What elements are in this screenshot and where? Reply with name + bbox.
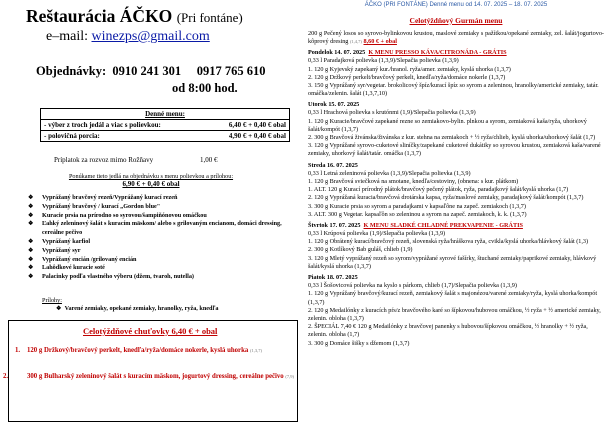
list-item — [28, 220, 286, 238]
menu-line: 2. ŠPECIÁL 7,40 € 120 g Medailónky z bravčovej panenky s hubovou/šípkovou omáčkou, ½ hranolky + ½ ryža, zelenin. obloha (1,7) — [308, 323, 588, 339]
diamond-bullet-icon: ❖ — [28, 202, 34, 210]
row-price: 6,40 € + 0,40 € obal — [228, 121, 286, 129]
list-item — [28, 256, 286, 265]
restaurant-title — [26, 6, 243, 27]
menu-line: 1. 120 g Kuracie/bravčové zapekané rezne so zemiakovo-bylin. plnkou a syrom, zemiaková kaša/ryža, uhorkový šalát/kompót (1,3,7) — [308, 117, 587, 133]
order-time: od 8:00 hod. — [172, 81, 238, 95]
menu-line: 3. 300 g Kuracie prsia so syrom a paradajkami v kapsaľône na zapeč. zemiakoch (1,3,7) — [308, 202, 526, 210]
dish-text: Ľahký zeleninový šalát s kuracím mäskom/ alebo s grilovaným encianom, domáci dressing, cereálne pečivo — [42, 220, 282, 237]
menu-line: 2. 300 g Kotlíkový Bab guláš, chlieb (1,9) — [308, 246, 413, 254]
gourmet-item: 200 g Pečený losos so syrovo-bylinkovou krustou, maslové zemiaky s pažítkou/opekané zemiaky, zel. šalát/jogurtovo-kôprový dresing (1,4,7) 8,60 € + obal — [308, 29, 604, 45]
menu-line: 1. ALT. 120 g Kurací prírodný plátok/bravčový pečený plátok, ryža, paradajkový šalát/kyslá uhorka (1,7) — [308, 186, 569, 194]
daily-menu-header: Denné menu: — [145, 110, 185, 118]
row-price: 4,90 € + 0,40 € obal — [228, 132, 286, 140]
weekly-menu-header: ÁČKO (PRI FONTÁNE) Denné menu od 14. 07. 2025 – 18. 07. 2025 — [364, 2, 548, 8]
diamond-bullet-icon: ❖ — [28, 237, 34, 245]
dish-list — [28, 194, 286, 282]
weekly-chutovky-box — [3, 320, 298, 422]
day-special: K MENU PRESSO KÁVA/CITRONÁDA - GRÁTIS — [368, 49, 507, 57]
menu-line: 0,33 l Letná zeleninová polievka (1,3,9)/Slepačia polievka (1,3,9) — [308, 169, 471, 177]
daily-menu-row — [41, 130, 289, 141]
menu-line: 0,33 l Krúpová polievka (1,9)/Slepačia polievka (1,3,9) — [308, 230, 446, 238]
dish-text: Vyprážaný encián /grilovaný encián — [42, 255, 137, 263]
menu-line: 3. 150 g Vyprážaný syr/vegetar. brokolicový špíz/kurací špíz so syrom a zeleninou, hranolky/americké zemiaky, tatár. omáčka/zelenin. šalát (1,3,7,10) — [308, 81, 599, 98]
offer-text: Ponúkame tieto jedlá na objednávku s menu polievkou a prílohou: — [68, 173, 234, 180]
chutovky-title: Celotýždňové chuťovky 6,40 € + obal — [83, 326, 218, 336]
surcharge-label: Príplatok za rozvoz mimo Rožňavy — [54, 156, 154, 164]
diamond-bullet-icon: ❖ — [28, 273, 34, 281]
day-block — [308, 222, 604, 271]
day-block — [308, 274, 604, 348]
offer-price: 6,90 € + 0,40 € obal — [122, 180, 180, 188]
day-name: Piatok 18. 07. 2025 — [308, 274, 358, 282]
menu-line: 0,33 l Hrachová polievka s krutónmi (1,9)/Slepačia polievka (1,3,9) — [308, 109, 476, 117]
row-label: - polovičná porcia: — [44, 132, 100, 140]
title-main: Reštaurácia ÁČKO — [26, 6, 173, 26]
diamond-bullet-icon: ❖ — [28, 194, 34, 201]
list-item — [28, 264, 286, 273]
dish-text: Vyprážaný bravčový / kurací „Gordon blue" — [42, 202, 161, 210]
email-label: e–mail: — [46, 29, 88, 44]
email-line — [46, 29, 210, 45]
daily-menu-row — [41, 119, 289, 130]
sides-text: Varené zemiaky, opekané zemiaky, hranolky, ryža, knedľa — [64, 305, 219, 312]
dish-text: Kuracie prsia na prírodno so syrovou/šampiňónovou omáčkou — [42, 211, 207, 219]
list-item — [28, 194, 286, 203]
menu-line: 3. 300 g Domáce šišky s džemom (1,3,7) — [308, 339, 410, 347]
day-block — [308, 162, 604, 219]
chutovky-item: 2. 300 g Bulharský zeleninový šalát s kuracím mäskom, jogurtový dressing, cereálne pečivo (7,9) — [3, 373, 295, 380]
menu-line: 1. 120 g Vyprážaný bravčový/kurací rezeň, zemiakový šalát s majonézou/varené zemiaky/ryža, kyslá uhorka/kompót (1,3,7) — [308, 290, 598, 306]
menu-line: 2. 300 g Bravčová živánska/živánska z kur. stehna na zemiakoch + ½ ryža/chlieb, kyslá uhorka/uhorkový šalát (1,7) — [308, 134, 596, 142]
list-item — [28, 238, 286, 247]
menu-line: 3. 120 g Vyprážané syrovo-cuketové sliníčky/zapekané cuketové dukátiky so syrovou krustou, zemiaková kaša/varené zemiaky, uhorkový šalát/tatár. omáčka (1,3,7) — [308, 142, 601, 158]
phone-2: 0917 765 610 — [196, 64, 266, 78]
left-panel — [0, 0, 300, 429]
list-item — [28, 273, 286, 282]
list-item — [28, 212, 286, 221]
menu-line: 2. 120 g Vyprážaná kuracia/bravčová drotárska kapsa, ryža/maslové zemiaky, paradajkový šalát/kompót (1,3,7) — [308, 194, 584, 202]
menu-line: 0,33 l Paradajková polievka (1,3,9)/Slepačia polievka (1,3,9) — [308, 57, 459, 65]
email-link[interactable]: winezps@gmail.com — [91, 29, 210, 44]
list-item — [28, 203, 286, 212]
menu-line: 1. 120 g Kyjevský zapekaný kur./hranol. ryža/amer. zemiaky, kyslá uhorka (1,3,7) — [308, 65, 511, 73]
diamond-bullet-icon: ❖ — [28, 220, 34, 228]
day-block — [308, 49, 604, 98]
delivery-surcharge — [54, 156, 218, 164]
order-line — [36, 64, 266, 79]
day-name: Pondelok 14. 07. 2025 — [308, 49, 366, 57]
dish-text: Palacinky podľa vlastného výberu (džem, tvaroh, nutella) — [42, 273, 194, 281]
menu-line: 1. 120 g Obrátený kurací/bravčový rezeň, slovenská ryža/hráškova ryža, cvikla/kyslá uhorka/hlávkový šalát (1,3) — [308, 238, 589, 246]
dish-text: Vyprážaný syr — [42, 246, 81, 254]
gourmet-price: 8,60 € + obal — [363, 37, 397, 45]
day-block — [308, 101, 604, 158]
right-panel — [308, 0, 604, 429]
day-name: Štvrtok 17. 07. 2025 — [308, 221, 361, 229]
day-name: Utorok 15. 07. 2025 — [308, 101, 360, 109]
daily-menu-box — [40, 108, 290, 142]
dish-text: Lahôdkové kuracie soté — [42, 264, 105, 272]
row-label: - výber z troch jedál a viac s polievkou: — [44, 121, 161, 129]
diamond-bullet-icon: ❖ — [56, 305, 62, 312]
sides-line — [56, 305, 218, 312]
menu-line: 0,33 l Šošovicová polievka na kyslo s párkom, chlieb (1,7)/Slepačia polievka (1,3,9) — [308, 282, 517, 290]
order-offer — [62, 173, 240, 188]
dish-text: Vyprážaný bravčový rezeň/Vyprážaný kurací rezeň — [42, 194, 178, 201]
menu-line: 2. 120 g Medailónky z kuracích pŕs/z bravčového karé so šípkovou/hubovou omáčkou, ½ ryža + ½ americké zemiaky, zelenin. obloha (1,3,7) — [308, 306, 601, 322]
diamond-bullet-icon: ❖ — [28, 255, 34, 263]
menu-line: 2. 120 g Držkový perkelt/bravčový perkelt, knedľa/ryža/domáce nokerle (1,3,7) — [308, 73, 506, 81]
menu-line: 3. ALT. 300 g Vegetar. kapsaľôn so zeleninou a syrom na zapeč. zemiakoch, k. k. (1,3,7) — [308, 210, 527, 218]
title-sub: (Pri fontáne) — [176, 10, 243, 25]
sides-label: Prílohy: — [42, 297, 62, 304]
diamond-bullet-icon: ❖ — [28, 246, 34, 254]
dish-text: Vyprážaný karfiol — [42, 237, 91, 245]
list-item — [28, 247, 286, 256]
diamond-bullet-icon: ❖ — [28, 211, 34, 219]
phone-1: 0910 241 301 — [112, 64, 182, 78]
day-special: K MENU SLADKÉ CHLADNÉ PREKVAPENIE - GRÁTIS — [363, 221, 523, 229]
diamond-bullet-icon: ❖ — [28, 264, 34, 272]
day-name: Streda 16. 07. 2025 — [308, 161, 358, 169]
menu-line: 1. 120 g Bravčová sviečková na smotane, knedľa/cestoviny, (obnena: s kur. plátkom) — [308, 177, 519, 185]
gourmet-heading: Celotýždňový Gurmán menu — [409, 15, 503, 25]
surcharge-price: 1,00 € — [200, 156, 218, 164]
chutovky-item: 1. 120 g Držkový/bravčový perkelt, knedľa/ryža/domáce nokerle, kyslá uhorka (1,3,7) — [15, 347, 262, 354]
order-label: Objednávky: — [36, 64, 107, 78]
menu-line: 3. 120 g Mletý vyprážaný rezeň so syrom/vyprážané syrové fašírky, štuchané zemiaky/paprikové zemiaky, hlávkový šalát/kyslá uhorka (1,3,7) — [308, 254, 597, 270]
